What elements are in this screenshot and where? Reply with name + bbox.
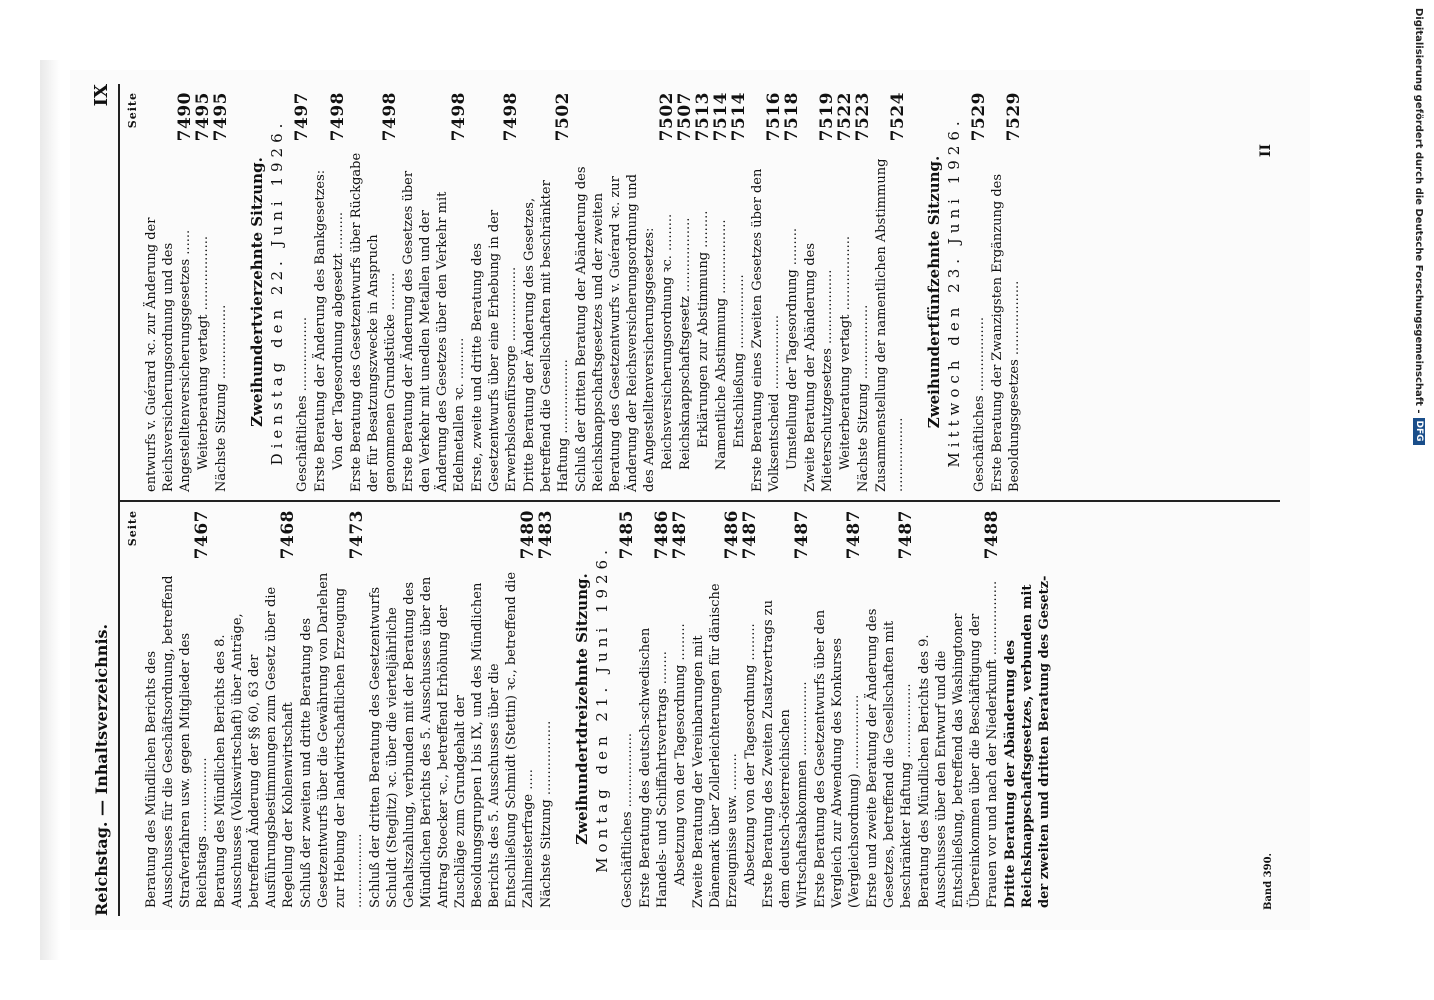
right-column (120, 84, 1280, 500)
entry-page-number: 7502 (657, 92, 677, 142)
dfg-logo-icon: DFG (1413, 418, 1425, 445)
two-columns (120, 84, 1280, 916)
entry-text: Reichsversicherungsordnung ꝛc. ......... (660, 213, 675, 470)
entry-text: Beratung des Mündlichen Berichts des Ausschusses für die Geschäftsordnung, betreffend Strafverfahren usw. gegen Mitglieder des Reichstags .................. (144, 575, 210, 908)
dfg-side-note (1404, 0, 1434, 1000)
entry-text: Beratung des Mündlichen Berichts des 8. Ausschusses (Volkswirtschaft) über Anträge, betreffend Änderung der §§ 60, 63 der Ausführungsbestimmungen zum Gesetz über die Regelung der Kohlenwirtschaft (213, 586, 296, 908)
entry-text: Weiterberatung vertagt .................. (838, 236, 853, 470)
entry-text: Dritte Beratung der Abänderung des Reichsknappschaftsgesetzes, verbunden mit der zweiten und dritten Beratung des Gesetz- (1003, 575, 1052, 908)
entry-page-number: 7467 (192, 510, 212, 560)
entry-page-number: 7518 (782, 92, 802, 142)
page-header (84, 84, 120, 916)
toc-entry (837, 92, 854, 492)
entry-text: Zweite Beratung der Vereinbarungen mit Dänemark über Zollerleichterungen für dänische Erzeugnisse usw. ......... (691, 583, 740, 908)
entry-page-number: 7487 (896, 510, 916, 560)
entry-page-number: 7498 (328, 92, 348, 142)
entry-text: Erste Beratung der Änderung des Gesetzes über den Verkehr mit unedlen Metallen und der Änderung des Gesetzes über den Verkehr mit Edelmetallen ꝛc. .......... (401, 170, 467, 492)
entry-page-number: 7487 (792, 510, 812, 560)
entry-text: Dritte Beratung der Änderung des Gesetzes, betreffend die Gesellschaften mit beschränkter Haftung .................. (522, 180, 571, 492)
entry-text: Entschließung .................. (732, 274, 747, 448)
seite-label: Seite (126, 510, 139, 547)
session-date: Montag den 21. Juni 1926. (593, 545, 611, 873)
entry-page-number: 7486 (722, 510, 742, 560)
entry-text: Geschäftliches .................. (620, 732, 635, 908)
left-column (120, 500, 1280, 916)
toc-entry (989, 92, 1023, 492)
toc-entry (521, 92, 572, 492)
toc-entry (143, 92, 194, 492)
entry-text: Erste und zweite Beratung der Änderung des Gesetzes, betreffend die Gesellschaften mit beschränkter Haftung .................. (865, 608, 914, 908)
entry-text: Schluß der dritten Beratung des Gesetzentwurfs Schuldt (Steglitz) ꝛc. über die vierteljährliche Gehaltszahlung, verbunden mit der Beratung des Mündlichen Berichts des 5. Ausschusses über den Antrag Stoecker ꝛc., betreffend Erhöhung der Zuschläge zum Grundgehalt der Besoldungsgruppen I bis IX, und des Mündlichen Berichts des 5. Ausschusses über die Entschließung Schmidt (Stettin) ꝛc., betreffend die Zahlmeisterfrage ..... (368, 571, 536, 908)
entry-page-number: 7514 (711, 92, 731, 142)
toc-entry (294, 92, 311, 492)
toc-entry (873, 92, 907, 492)
toc-entry (672, 510, 689, 908)
entry-page-number: 7513 (693, 92, 713, 142)
toc-entry (713, 92, 730, 492)
toc-entry (760, 510, 811, 908)
toc-entry (143, 510, 211, 908)
entry-text: Beratung des Mündlichen Berichts des 9. Ausschusses über den Entwurf und die Entschließung, betreffend das Washingtoner Übereinkommen über die Beschäftigung der Frauen vor und nach der Niederkunft .................. (917, 580, 1000, 908)
toc-entry (855, 92, 872, 492)
running-head: Reichstag. — Inhaltsverzeichnis. (91, 623, 111, 916)
entry-text: Nächste Sitzung .................. (539, 720, 554, 908)
toc-entry (1002, 510, 1053, 908)
entry-text: Nächste Sitzung .................. (214, 304, 229, 492)
roman-page-number: IX (90, 84, 112, 107)
entry-text: Erste Beratung des deutsch-schwedischen Handels- und Schiffahrtsvertrags ........ (638, 627, 670, 908)
entry-page-number: 7502 (553, 92, 573, 142)
entry-text: Weiterberatung vertagt .................. (196, 236, 211, 470)
entry-text: Schluß der dritten Beratung der Abänderung des Reichsknappschaftsgesetzes und der zweiten Beratung des Gesetzentwurfs v. Guérard ꝛc. zur Änderung der Reichsversicherungsordnung und des Angestelltenversicherungsgesetzes: (574, 166, 657, 492)
entry-page-number: 7495 (193, 92, 213, 142)
toc-entry (213, 92, 230, 492)
entry-page-number: 7498 (449, 92, 469, 142)
entry-page-number: 7524 (888, 92, 908, 142)
toc-entry (690, 510, 741, 908)
entry-page-number: 7483 (536, 510, 556, 560)
toc-entry (637, 510, 671, 908)
entry-text: entwurfs v. Guérard ꝛc. zur Änderung der Reichsversicherungsordnung und des Angestelltenversicherungsgesetzes ...... (144, 217, 193, 492)
toc-entry (367, 510, 537, 908)
scan-edge (40, 60, 60, 960)
toc-entry (469, 92, 520, 492)
toc-entry (573, 92, 658, 492)
session-title: Zweihundertfünfzehnte Sitzung. (925, 155, 943, 429)
entry-text: Erste, zweite und dritte Beratung des Gesetzentwurfs über eine Erhebung in der Erwerbslosenfürsorge .................. (470, 209, 519, 492)
entry-text: Erste Beratung der Zwanzigsten Ergänzung des Besoldungsgesetzes .................. (990, 173, 1022, 492)
entry-text: Zweite Beratung der Abänderung des Mieterschutzgesetzes .................. (803, 242, 835, 492)
entry-text: Erste Beratung der Änderung des Bankgesetzes: (313, 169, 328, 492)
session-title: Zweihundertvierzehnte Sitzung. (248, 157, 266, 427)
entry-text: Erste Beratung des Gesetzentwurfs über den Vergleich zur Abwendung des Konkurses (Vergleichsordnung) .................. (813, 609, 862, 908)
entry-text: Reichsknappschaftsgesetz .................. (678, 217, 693, 470)
toc-entry (619, 510, 636, 908)
toc-entry (659, 92, 676, 492)
entry-page-number: 7490 (175, 92, 195, 142)
entry-page-number: 7480 (518, 510, 538, 560)
entry-page-number: 7495 (211, 92, 231, 142)
toc-entry (742, 510, 759, 908)
toc-entry (312, 92, 329, 492)
entry-page-number: 7497 (292, 92, 312, 142)
left-entry-list (143, 510, 1053, 908)
right-entry-list (143, 92, 1023, 492)
entry-text: Geschäftliches .................. (972, 316, 987, 492)
toc-entry (695, 92, 712, 492)
entry-text: Geschäftliches .................. (295, 316, 310, 492)
entry-page-number: 7529 (1004, 92, 1024, 142)
entry-text: Zusammenstellung der namentlichen Abstimmung .................. (874, 158, 906, 492)
entry-text: Umstellung der Tagesordnung ......... (785, 228, 800, 470)
entry-text: Absetzung von der Tagesordnung ......... (673, 623, 688, 886)
entry-page-number: 7498 (380, 92, 400, 142)
entry-page-number: 7529 (969, 92, 989, 142)
signature-mark: II (1258, 144, 1274, 158)
toc-entry (731, 92, 748, 492)
seite-label: Seite (126, 92, 139, 129)
entry-page-number: 7522 (835, 92, 855, 142)
toc-entry (916, 510, 1001, 908)
toc-entry (195, 92, 212, 492)
entry-page-number: 7514 (729, 92, 749, 142)
entry-text: Namentliche Abstimmung .................. (714, 219, 729, 470)
toc-entry (749, 92, 783, 492)
entry-page-number: 7498 (501, 92, 521, 142)
entry-text: Von der Tagesordnung abgesetzt ......... (331, 212, 346, 470)
toc-entry (298, 510, 366, 908)
toc-entry (784, 92, 801, 492)
entry-text: Erste Beratung des Zweiten Zusatzvertrags zu dem deutsch-österreichischen Wirtschaftsabkommen .................. (761, 599, 810, 908)
entry-text: Erste Beratung des Gesetzentwurfs über Rückgabe der für Besatzungszwecke in Anspruch genommenen Grundstücke ......... (349, 152, 398, 492)
entry-page-number: 7473 (347, 510, 367, 560)
band-number: Band 390. (1263, 852, 1274, 910)
toc-entry (538, 510, 555, 908)
toc-entry (802, 92, 836, 492)
toc-entry (864, 510, 915, 908)
toc-entry (812, 510, 863, 908)
entry-page-number: 7468 (278, 510, 298, 560)
entry-page-number: 7519 (817, 92, 837, 142)
entry-page-number: 7486 (652, 510, 672, 560)
toc-entry (971, 92, 988, 492)
entry-text: Erklärungen zur Abstimmung ......... (696, 210, 711, 448)
toc-entry (400, 92, 468, 492)
session-title: Zweihundertdreizehnte Sitzung. (573, 573, 591, 845)
dfg-note-text: Digitalisierung gefördert durch die Deutsche Forschungsgemeinschaft - (1413, 8, 1425, 414)
entry-text: Absetzung von der Tagesordnung ......... (743, 623, 758, 886)
entry-page-number: 7487 (740, 510, 760, 560)
toc-entry (212, 510, 297, 908)
toc-entry (348, 92, 399, 492)
rotated-content (70, 70, 1310, 930)
toc-entry (677, 92, 694, 492)
session-date: Mittwoch den 23. Juni 1926. (945, 116, 963, 468)
entry-page-number: 7488 (982, 510, 1002, 560)
entry-text: Nächste Sitzung .................. (856, 304, 871, 492)
entry-page-number: 7507 (675, 92, 695, 142)
session-date: Dienstag den 22. Juni 1926. (268, 118, 286, 466)
toc-entry (330, 92, 347, 492)
entry-page-number: 7523 (853, 92, 873, 142)
entry-page-number: 7516 (764, 92, 784, 142)
document-page (70, 70, 1310, 930)
entry-page-number: 7487 (670, 510, 690, 560)
entry-page-number: 7487 (844, 510, 864, 560)
entry-text: Erste Beratung eines Zweiten Gesetzes über den Volksentscheid .................. (750, 168, 782, 492)
entry-page-number: 7485 (617, 510, 637, 560)
entry-text: Schluß der zweiten und dritte Beratung des Gesetzentwurfs über die Gewährung von Darlehen zur Hebung der landwirtschaftlichen Erzeugung .................. (299, 572, 365, 908)
